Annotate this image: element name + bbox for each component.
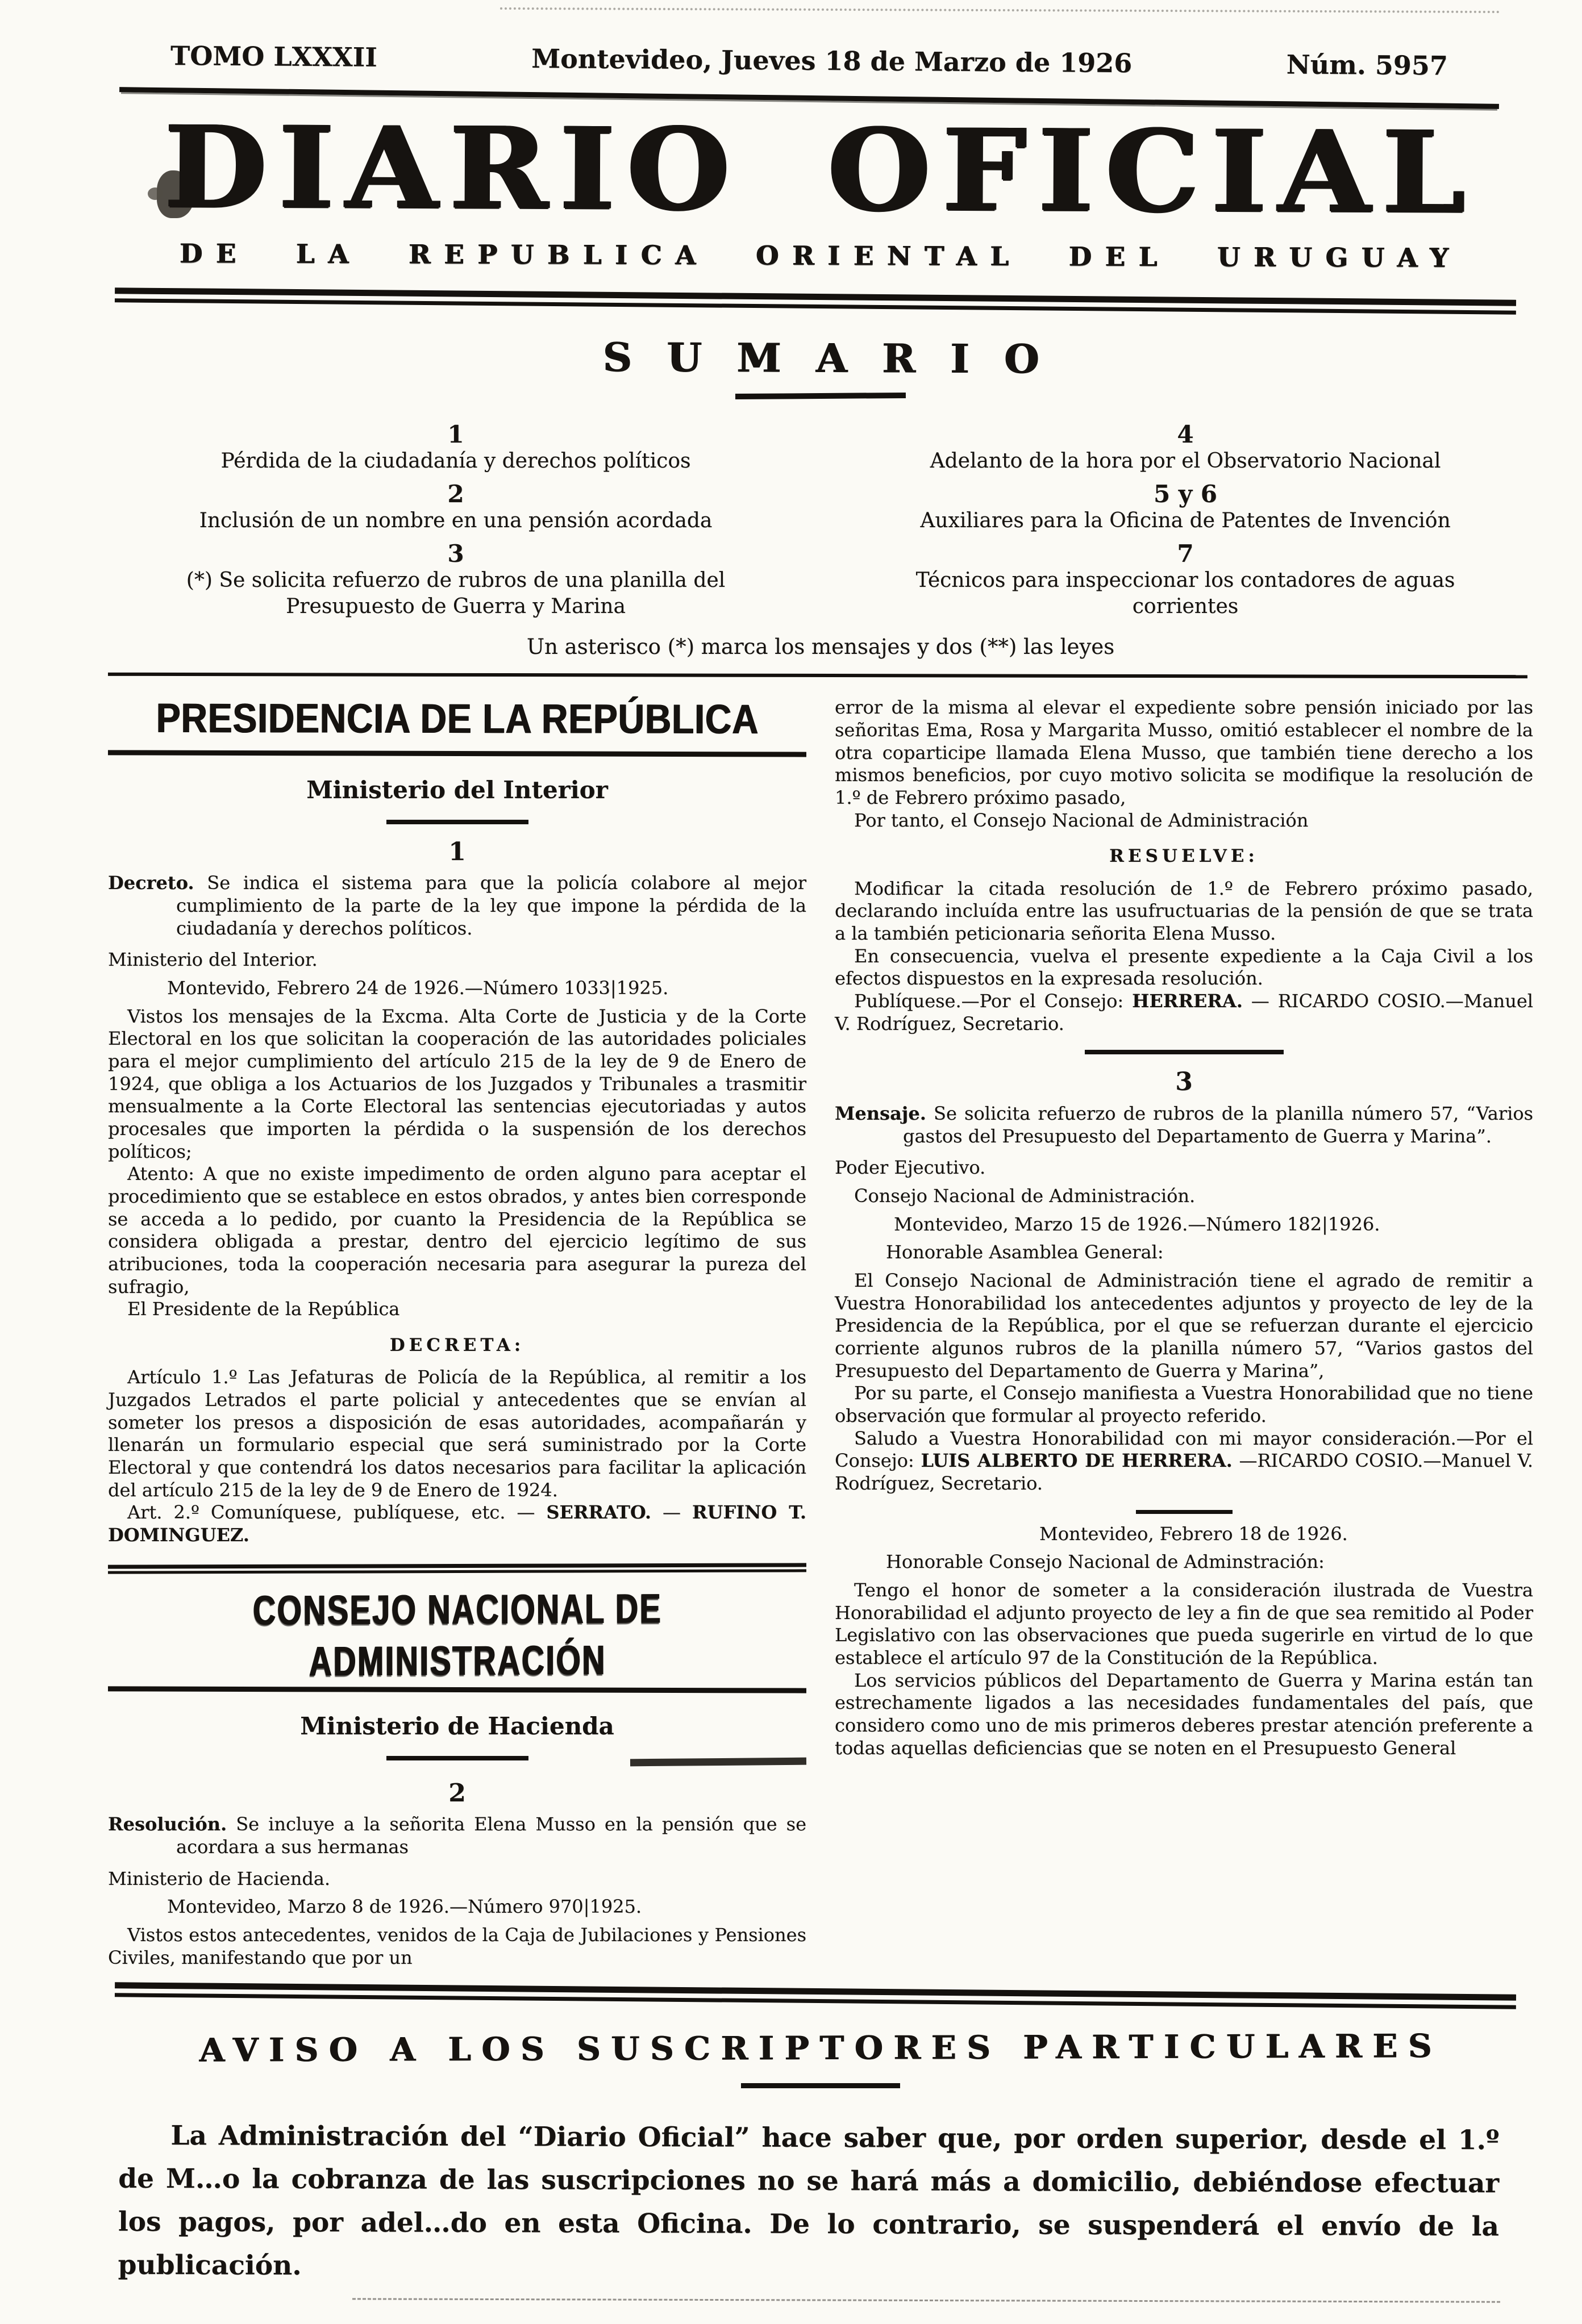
notice-top-rule [115, 1982, 1516, 2009]
ministry-heading: Ministerio del Interior [306, 775, 608, 804]
summary-item [838, 420, 1533, 474]
summary-item-text: Auxiliares para la Oficina de Patentes de Invención [920, 508, 1451, 532]
summary-item [108, 480, 804, 534]
masthead-rule [115, 287, 1516, 315]
summary-item-text: Inclusión de un nombre en una pensión acordada [199, 508, 713, 532]
top-header [108, 40, 1533, 82]
item-divider-rule [1085, 1050, 1284, 1054]
summary-item-number: 5 y 6 [1153, 479, 1218, 508]
signature-luis-alberto-de-herrera: LUIS ALBERTO DE HERRERA. [921, 1450, 1233, 1472]
summary-item-number: 1 [447, 420, 464, 448]
abstract-text: Se solicita refuerzo de rubros de la planilla número 57, “Varios gastos del Presupuesto del Departamento de Guerra y Marina”. [903, 1102, 1533, 1147]
paragraph-dateline: Montevideo, Febrero 18 de 1926. [1039, 1522, 1348, 1545]
summary-item-text: Adelanto de la hora por el Observatorio Nacional [930, 449, 1441, 473]
paragraph-tengo: Tengo el honor de someter a la consideración ilustrada de Vuestra Honorabilidad el adjunto proyecto de ley a fin de que sea remitido al Poder Legislativo con las observaciones que pueda sugerirle en virtud de lo que establece el artículo 97 de la Constitución de la República. [835, 1579, 1533, 1669]
left-column [108, 696, 806, 1969]
section-heading-rule [108, 750, 806, 757]
article-abstract [835, 1103, 1533, 1148]
paragraph-consejo: Consejo Nacional de Administración. [854, 1184, 1196, 1207]
paragraph-vistos: Vistos los mensajes de la Excma. Alta Corte de Justicia y de la Corte Electoral en los que solicitan la cooperación de las autoridades policiales para el mejor cumplimiento del artículo 215 de la ley de 9 de Enero de 1924, que obliga a los Actuarios de los Juzgados y Tribunales a trasmitir mensualmente a la Corte Electoral las sentencias ejecutoriadas y autos procesales que importen la pérdida o la suspensión de los derechos políticos; [108, 1005, 806, 1162]
date-line: Montevideo, Jueves 18 de Marzo de 1926 [531, 43, 1133, 79]
paragraph-poder: Poder Ejecutivo. [835, 1157, 986, 1179]
summary-item [838, 540, 1533, 620]
section-heading-consejo: CONSEJO NACIONAL DE ADMINISTRACIÓN [252, 1585, 662, 1685]
notice-title-rule [741, 2083, 900, 2088]
paragraph-dateline: Montevideo, Marzo 8 de 1926.—Número 970|1925. [167, 1896, 642, 1918]
paragraph-saludo [835, 1428, 1533, 1495]
summary-item [108, 540, 804, 620]
notice-body: La Administración del “Diario Oficial” hace saber que, por orden superior, desde el 1.º de M…o la cobranza de las suscripciones no se hará más a domicilio, debiéndose efectuar los pagos, por adel…do en esta Oficina. De lo contrario, se suspenderá el envío de la publicación. [118, 2120, 1500, 2282]
summary-item-text: (*) Se solicita refuerzo de rubros de una planilla del Presupuesto de Guerra y Marina [186, 569, 726, 619]
paragraph-dateline: Montevido, Febrero 24 de 1926.—Número 1033|1925. [167, 977, 669, 999]
articulo2-text: Art. 2.º Comuníquese, publíquese, etc. — [127, 1501, 547, 1524]
summary-right-column [838, 415, 1533, 620]
articulo2-dash: — [651, 1501, 692, 1524]
paragraph-presidente: El Presidente de la República [127, 1298, 400, 1320]
summary-item-number: 2 [447, 479, 464, 508]
paragraph-honorable: Honorable Asamblea General: [886, 1241, 1164, 1263]
paragraph-error: error de la misma al elevar el expediente sobre pensión iniciado por las señoritas Ema, Rosa y Margarita Musso, omitió establecer el nombre de la otra coparticipe llamada Elena Musso, que también tiene derecho a los mismos beneficios, por cuyo motivo solicita se modifique la resolución de 1.º de Febrero próximo pasado, [835, 696, 1533, 808]
issue-number: Núm. 5957 [1286, 49, 1448, 81]
paragraph-dateline: Montevideo, Marzo 15 de 1926.—Número 182|1926. [894, 1213, 1380, 1235]
subscriber-notice [108, 1988, 1533, 2290]
paragraph-servicios: Los servicios públicos del Departamento de Guerra y Marina están tan estrechamente ligados a las necesidades fundamentales del país, que considero como uno de mis primeros deberes prestar atención preferente a todas aquellas deficiencias que se noten en el Presupuesto General [835, 1669, 1533, 1759]
notice-title: AVISO A LOS SUSCRIPTORES PARTICULARES [199, 2027, 1442, 2070]
right-column [835, 696, 1533, 1969]
summary-item-text: Técnicos para inspeccionar los contadores de aguas corrientes [915, 569, 1455, 619]
saludo-text: Saludo a Vuestra Honorabilidad con mi mayor consideración.—Por el Consejo: [835, 1427, 1533, 1472]
abstract-lead: Mensaje. [835, 1102, 926, 1124]
summary-section [108, 415, 1533, 620]
item-divider-rule [1136, 1510, 1233, 1514]
signature-herrera: HERRERA. [1132, 990, 1243, 1012]
abstract-text: Se incluye a la señorita Elena Musso en la pensión que se acordara a sus hermanas [176, 1813, 806, 1858]
summary-item-number: 3 [447, 540, 464, 568]
resuelve-label: RESUELVE: [1109, 846, 1259, 867]
paragraph-articulo2 [108, 1501, 806, 1546]
saludo-tail: —RICARDO COSIO.—Manuel V. Rodríguez, Secretario. [835, 1450, 1534, 1494]
signature-dominguez: RUFINO T. DOMINGUEZ. [108, 1501, 807, 1546]
ministry-rule [386, 820, 528, 824]
section-consejo [108, 1585, 806, 1969]
paragraph-honorable-consejo: Honorable Consejo Nacional de Adminstración: [886, 1551, 1325, 1573]
article-number: 1 [448, 837, 466, 866]
article-number: 2 [448, 1778, 466, 1808]
summary-item-number: 7 [1177, 540, 1194, 568]
summary-item [108, 420, 804, 474]
section-heading-presidencia: PRESIDENCIA DE LA REPÚBLICA [156, 695, 759, 743]
abstract-lead: Resolución. [108, 1813, 227, 1835]
publiquese-tail: — RICARDO COSIO.—Manuel V. Rodríguez, Secretario. [835, 990, 1533, 1034]
paragraph-atento: Atento: A que no existe impedimento de orden alguno para aceptar el procedimiento que se establece en estos obrados, y antes bien corresponde se acceda a lo pedido, por cuanto la Presidencia de la República se considera obligada a prestar, dentro del ejercicio legítimo de sus atribuciones, toda la cooperación necesaria para asegurar la pureza del sufragio, [108, 1163, 806, 1297]
article-columns [108, 696, 1533, 1969]
summary-left-column [108, 415, 804, 620]
ink-smear-bar [630, 1757, 806, 1766]
scan-artifact-bottom [352, 2298, 1500, 2302]
tome-label: TOMO LXXXII [170, 40, 378, 73]
paragraph-elconsejo: El Consejo Nacional de Administración tiene el agrado de remitir a Vuestra Honorabilidad los antecedentes adjuntos y proyecto de ley de la Presidencia de la República, por el que se refuerzan durante el ejercicio corriente algunos rubros de la planilla número 57, “Varios gastos del Presupuesto del Departamento de Guerra y Marina”, [835, 1269, 1533, 1382]
page-title: DIARIO OFICIAL [164, 101, 1477, 239]
ministry-rule [386, 1756, 528, 1760]
section-heading-rule [108, 1686, 806, 1693]
article-number: 3 [1175, 1067, 1193, 1097]
signature-serrato: SERRATO. [546, 1501, 652, 1524]
paragraph-porsuparte: Por su parte, el Consejo manifiesta a Vuestra Honorabilidad que no tiene observación que formular al proyecto referido. [835, 1382, 1533, 1426]
paragraph-publiquese [835, 990, 1533, 1035]
summary-item-number: 4 [1177, 420, 1194, 448]
article-abstract [108, 1813, 806, 1858]
section-divider-rule [108, 1563, 806, 1574]
summary-item [838, 480, 1533, 534]
paragraph-consecuencia: En consecuencia, vuelva el presente expediente a la Caja Civil a los efectos dispuestos en la expresada resolución. [835, 945, 1533, 990]
summary-bottom-rule [108, 673, 1527, 678]
publiquese-text: Publíquese.—Por el Consejo: [854, 990, 1133, 1012]
paragraph-portanto: Por tanto, el Consejo Nacional de Administración [854, 809, 1309, 831]
scan-artifact-top [500, 7, 1500, 13]
decreta-label: DECRETA: [389, 1334, 525, 1355]
abstract-text: Se indica el sistema para que la policía colabore al mejor cumplimiento de la parte de la ley que impone la pérdida de la ciudadanía y derechos políticos. [176, 872, 806, 939]
paragraph-ministry: Ministerio del Interior. [108, 949, 318, 971]
paragraph-modificar: Modificar la citada resolución de 1.º de Febrero próximo pasado, declarando incluída entre las usufructuarias de la pensión de que se trata a la también peticionaria señorita Elena Musso. [835, 877, 1533, 945]
paragraph-vistos: Vistos estos antecedentes, venidos de la Caja de Jubilaciones y Pensiones Civiles, manifestando que por un [108, 1924, 806, 1968]
summary-title-rule [735, 393, 906, 399]
paragraph-articulo1: Artículo 1.º Las Jefaturas de Policía de la República, al remitir a los Juzgados Letrados el parte policial y antecedentes que se envían al someter los presos a disposición de esas autoridades, acompañarán y llenarán un formulario especial que será suministrado por la Corte Electoral y que contendrá los datos necesarios para facilitar la aplicación del artículo 215 de la ley de 9 de Enero de 1924. [108, 1366, 806, 1501]
summary-title: SUMARIO [602, 333, 1074, 383]
ministry-heading: Ministerio de Hacienda [300, 1712, 614, 1740]
abstract-lead: Decreto. [108, 872, 194, 894]
masthead [108, 101, 1533, 273]
asterisk-note: Un asterisco (*) marca los mensajes y dos (**) las leyes [526, 635, 1115, 660]
article-abstract [108, 872, 806, 940]
masthead-subtitle: DE LA REPUBLICA ORIENTAL DEL URUGUAY [179, 237, 1462, 273]
summary-item-text: Pérdida de la ciudadanía y derechos políticos [220, 449, 691, 473]
paragraph-ministry: Ministerio de Hacienda. [108, 1867, 331, 1889]
